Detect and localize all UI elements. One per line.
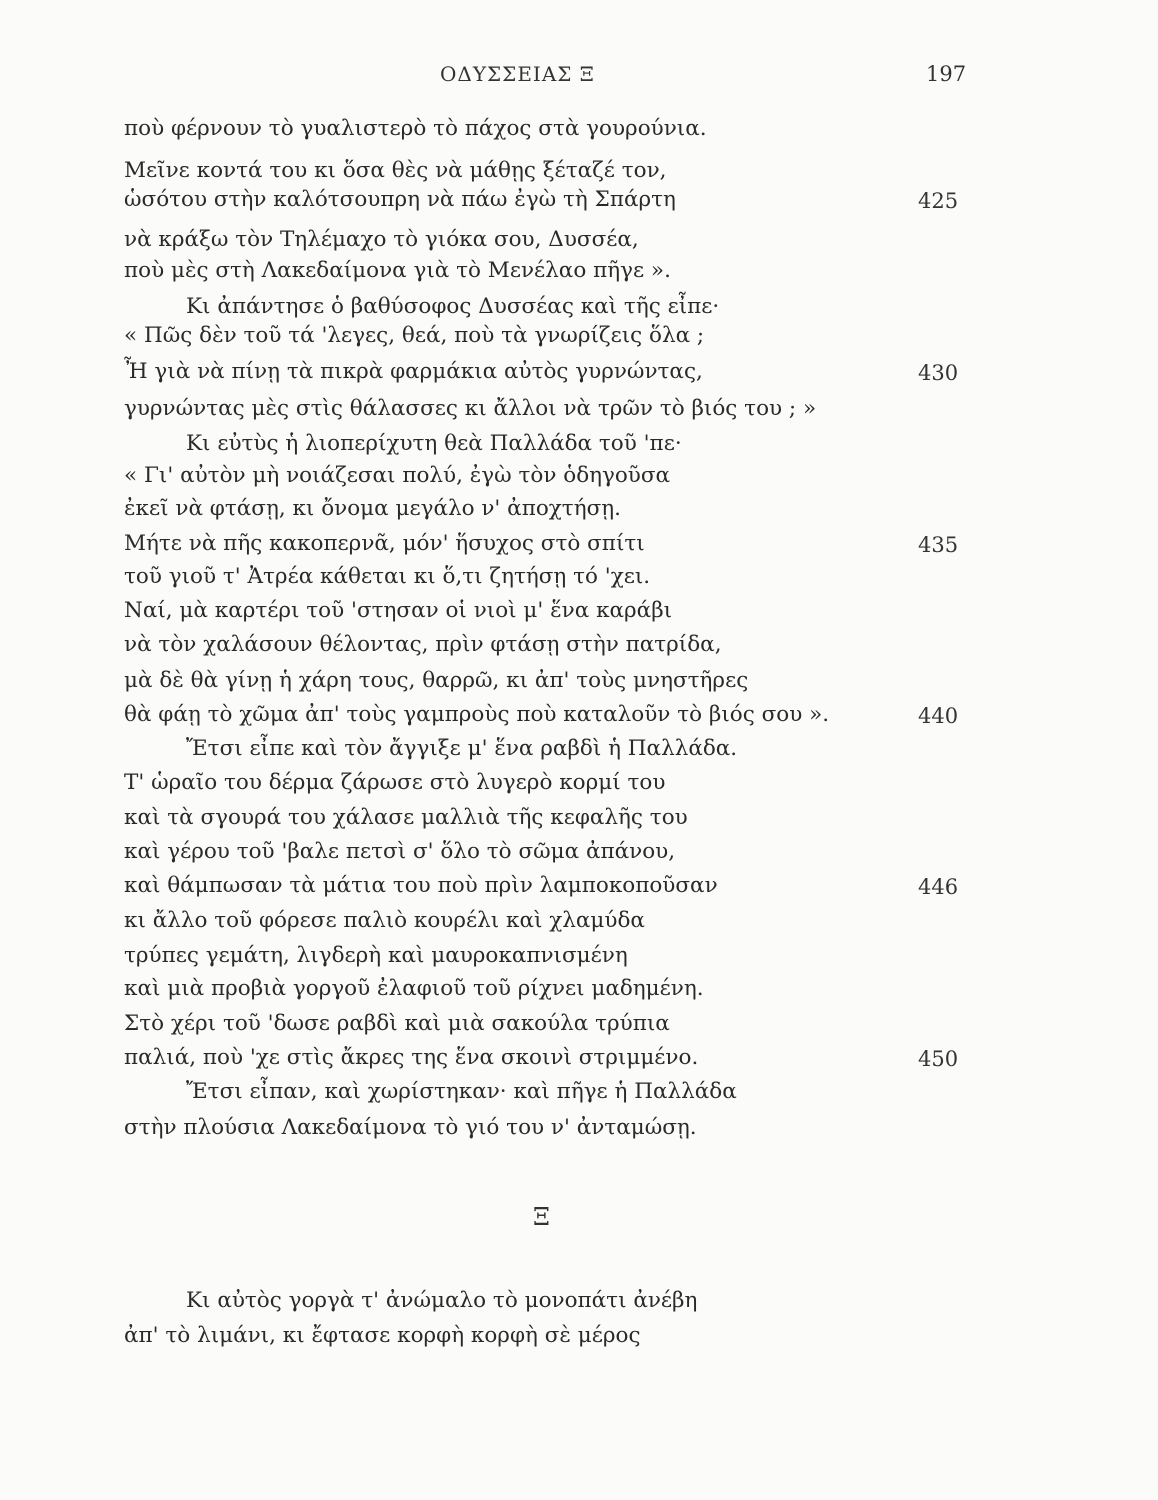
verse-line: καὶ μιὰ προβιὰ γοργοῦ ἐλαφιοῦ τοῦ ρίχνει μαδημένη. [124,976,704,1001]
line-number: 446 [918,875,959,899]
page-number: 197 [926,62,967,86]
verse-line: Μεῖνε κοντά του κι ὅσα θὲς νὰ μάθῃς ξέταζέ τον, [124,158,667,183]
verse-line: καὶ γέρου τοῦ 'βαλε πετσὶ σ' ὅλο τὸ σῶμα ἀπάνου, [124,839,676,864]
verse-line: Κι εὐτὺς ἡ λιοπερίχυτη θεὰ Παλλάδα τοῦ 'πε· [186,431,682,456]
section-heading: Ξ [533,1203,550,1231]
verse-line: ἐκεῖ νὰ φτάσῃ, κι ὄνομα μεγάλο ν' ἀποχτήσῃ. [124,496,621,521]
verse-line: Κι ἀπάντησε ὁ βαθύσοφος Δυσσέας καὶ τῆς εἶπε· [186,294,720,319]
verse-line: ποὺ φέρνουν τὸ γυαλιστερὸ τὸ πάχος στὰ γουρούνια. [124,116,707,141]
verse-line: Μήτε νὰ πῆς κακοπερνᾶ, μόν' ἥσυχος στὸ σπίτι [124,531,645,556]
line-number: 435 [918,533,959,557]
verse-line: στὴν πλούσια Λακεδαίμονα τὸ γιό του ν' ἀνταμώσῃ. [124,1115,697,1140]
verse-line: νὰ τὸν χαλάσουν θέλοντας, πρὶν φτάσῃ στὴν πατρίδα, [124,632,722,657]
verse-line: ἀπ' τὸ λιμάνι, κι ἔφτασε κορφὴ κορφὴ σὲ μέρος [124,1323,641,1348]
verse-line: τοῦ γιοῦ τ' Ἀτρέα κάθεται κι ὅ,τι ζητήσῃ τό 'χει. [124,564,651,589]
verse-line: θὰ φάῃ τὸ χῶμα ἀπ' τοὺς γαμπροὺς ποὺ καταλοῦν τὸ βιός σου ». [124,702,830,727]
verse-line: Ναί, μὰ καρτέρι τοῦ 'στησαν οἱ νιοὶ μ' ἕνα καράβι [124,598,673,623]
verse-line: κι ἄλλο τοῦ φόρεσε παλιὸ κουρέλι καὶ χλαμύδα [124,908,645,933]
line-number: 430 [918,361,959,385]
verse-line: γυρνώντας μὲς στὶς θάλασσες κι ἄλλοι νὰ τρῶν τὸ βιός του ; » [124,396,817,421]
verse-line: καὶ θάμπωσαν τὰ μάτια του ποὺ πρὶν λαμποκοποῦσαν [124,873,718,898]
verse-line: ὡσότου στὴν καλότσουπρη νὰ πάω ἐγὼ τὴ Σπάρτη [124,187,676,212]
verse-line: καὶ τὰ σγουρά του χάλασε μαλλιὰ τῆς κεφαλῆς του [124,805,688,830]
verse-line: Κι αὐτὸς γοργὰ τ' ἀνώμαλο τὸ μονοπάτι ἀνέβη [186,1288,698,1313]
verse-line: Ἔτσι εἶπε καὶ τὸν ἄγγιξε μ' ἕνα ραβδὶ ἡ Παλλάδα. [186,736,738,761]
verse-line: παλιά, ποὺ 'χε στὶς ἄκρες της ἕνα σκοινὶ στριμμένο. [124,1045,699,1070]
verse-line: Ἔτσι εἶπαν, καὶ χωρίστηκαν· καὶ πῆγε ἡ Παλλάδα [186,1079,737,1104]
verse-line: νὰ κράξω τὸν Τηλέμαχο τὸ γιόκα σου, Δυσσέα, [124,227,639,252]
line-number: 425 [918,189,959,213]
verse-line: Ἦ γιὰ νὰ πίνῃ τὰ πικρὰ φαρμάκια αὐτὸς γυρνώντας, [124,359,703,384]
verse-line: Στὸ χέρι τοῦ 'δωσε ραβδὶ καὶ μιὰ σακούλα τρύπια [124,1011,670,1036]
verse-line: Τ' ὡραῖο του δέρμα ζάρωσε στὸ λυγερὸ κορμί του [124,770,666,795]
verse-line: « Πῶς δὲν τοῦ τά 'λεγες, θεά, ποὺ τὰ γνωρίζεις ὅλα ; [124,323,705,348]
verse-line: τρύπες γεμάτη, λιγδερὴ καὶ μαυροκαπνισμένη [124,943,628,968]
line-number: 440 [918,704,959,728]
verse-line: μὰ δὲ θὰ γίνῃ ἡ χάρη τους, θαρρῶ, κι ἀπ' τοὺς μνηστῆρες [124,668,749,693]
running-header-title: ΟΔΥΣΣΕΙΑΣ Ξ [440,62,595,86]
verse-line: « Γι' αὐτὸν μὴ νοιάζεσαι πολύ, ἐγὼ τὸν ὁδηγοῦσα [124,463,671,488]
line-number: 450 [918,1047,959,1071]
verse-line: ποὺ μὲς στὴ Λακεδαίμονα γιὰ τὸ Μενέλαο πῆγε ». [124,258,671,283]
